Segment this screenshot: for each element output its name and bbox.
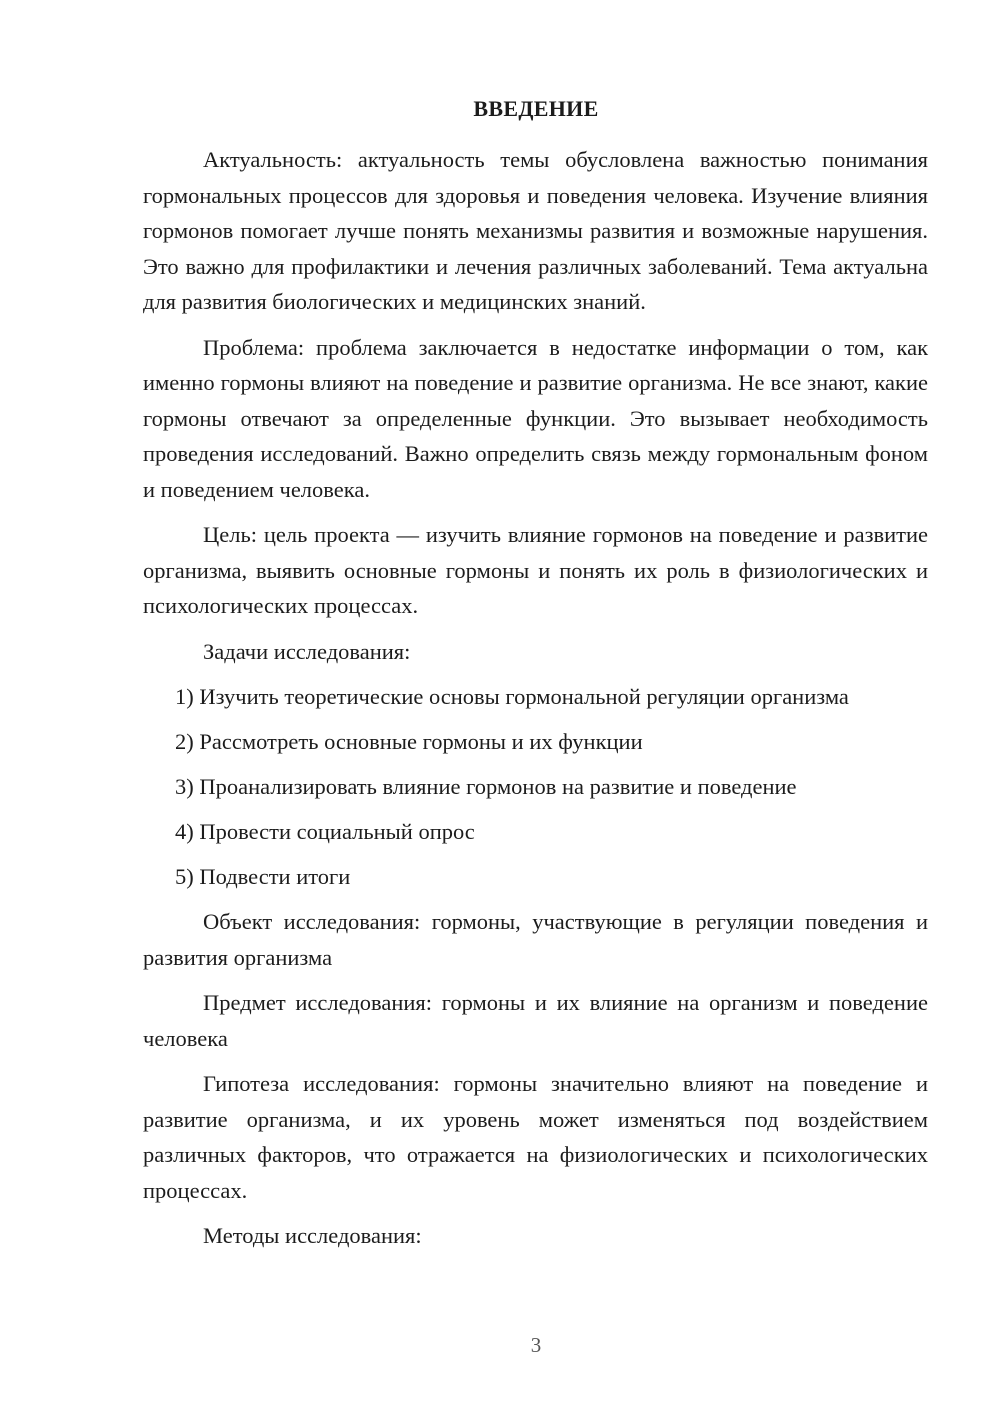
problem-paragraph: Проблема: проблема заключается в недостатке информации о том, как именно гормоны влияют на поведение и развитие организма. Не все знают, какие гормоны отвечают за определенные функции. Это вызывает необходимость проведения исследований. Важно определить связь между гормональным фоном и поведением человека. [143,334,928,502]
relevance-paragraph: Актуальность: актуальность темы обусловлена важностью понимания гормональных процессов для здоровья и поведения человека. Изучение влияния гормонов помогает лучше понять механизмы развития и возможные нарушения. Это важно для профилактики и лечения различных заболеваний. Тема актуальна для развития биологических и медицинских знаний. [143,147,928,314]
methods-title: Методы исследования: [203,1223,422,1248]
task-item: 2) Рассмотреть основные гормоны и их функции [175,729,643,754]
tasks-title: Задачи исследования: [203,638,411,664]
task-item: 5) Подвести итоги [175,864,351,889]
page-content [143,142,928,1254]
goal-paragraph: Цель: цель проекта — изучить влияние гормонов на поведение и развитие организма, выявить основные гормоны и понять их роль в физиологических и психологических процессах. [143,522,928,618]
task-item: 1) Изучить теоретические основы гормональной регуляции организма [175,684,849,709]
hypothesis-paragraph: Гипотеза исследования: гормоны значительно влияют на поведение и развитие организма, и их уровень может изменяться под воздействием различных факторов, что отражается на физиологических и психологических процессах. [143,1071,928,1203]
object-paragraph: Объект исследования: гормоны, участвующие в регуляции поведения и развития организма [143,909,928,970]
task-item: 4) Провести социальный опрос [175,819,475,844]
tasks-list [143,679,928,895]
task-item: 3) Проанализировать влияние гормонов на развитие и поведение [175,774,797,799]
subject-paragraph: Предмет исследования: гормоны и их влияние на организм и поведение человека [143,990,928,1051]
page-number: 3 [530,1333,542,1357]
section-heading: ВВЕДЕНИЕ [473,96,599,121]
